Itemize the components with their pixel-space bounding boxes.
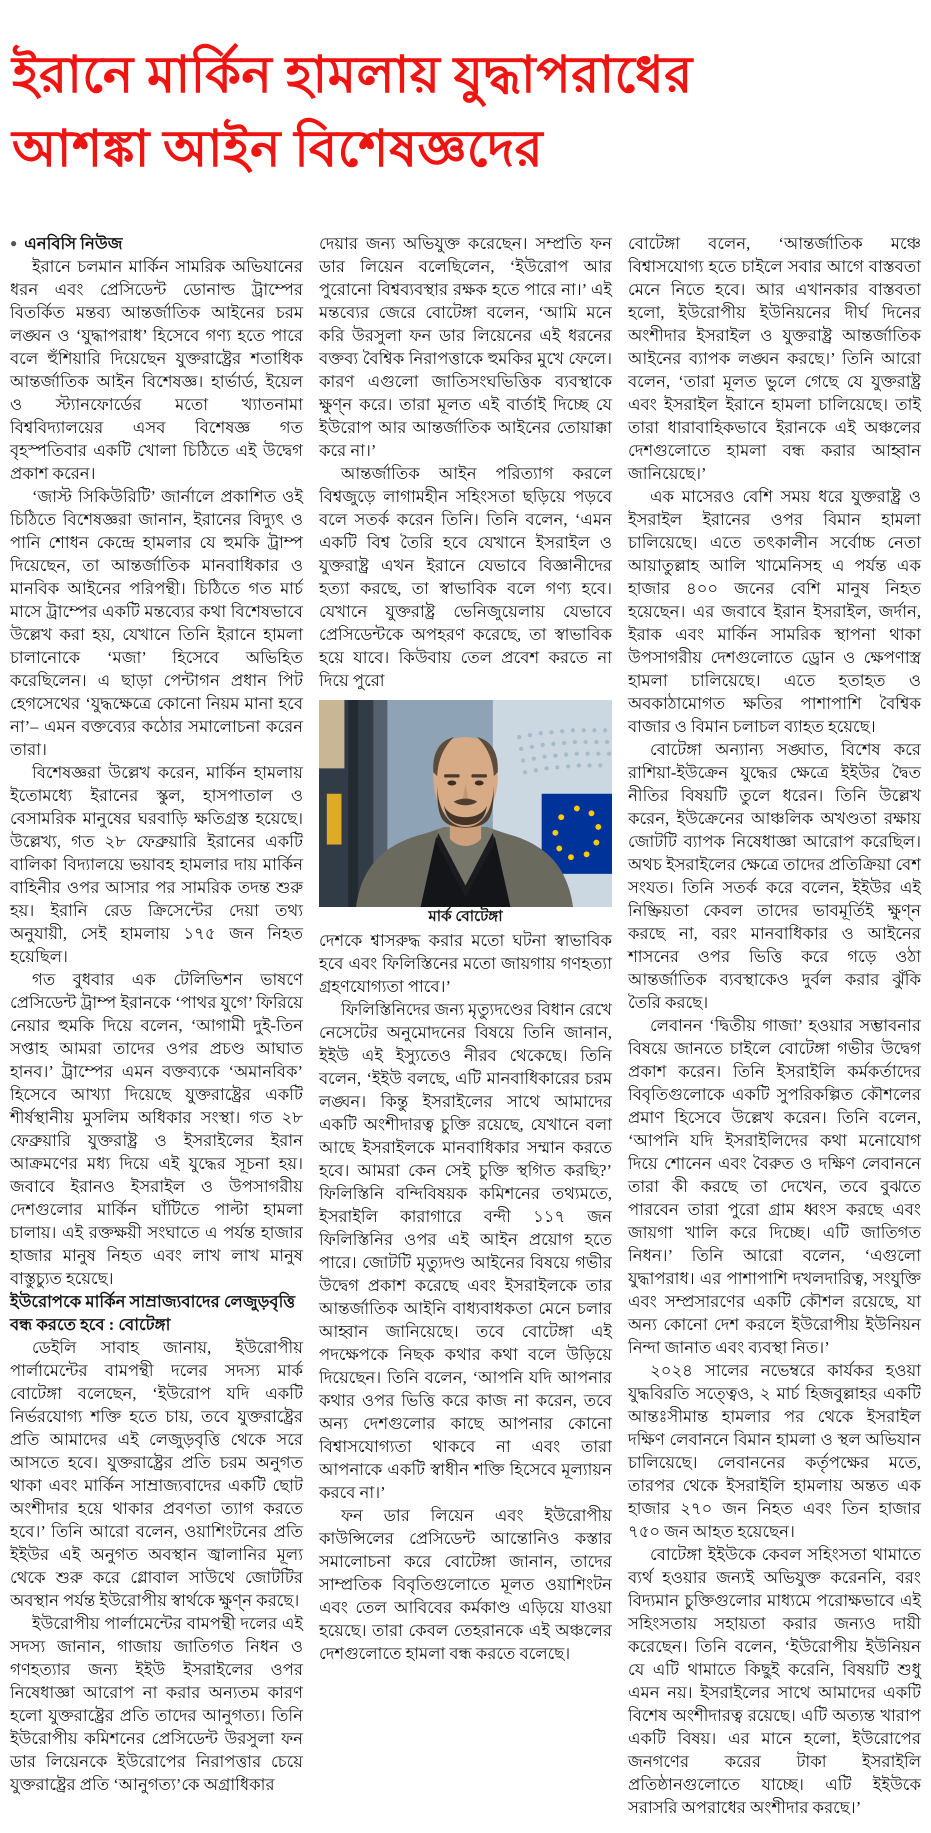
article-paragraph: দেশকে শ্বাসরুদ্ধ করার মতো ঘটনা স্বাভাবিক হবে এবং ফিলিস্তিনের মতো জায়গায় গণহত্যা গ্রহণযোগ্যতা পাবে।’ <box>319 931 612 997</box>
section-subhead: ইউরোপকে মার্কিন সাম্রাজ্যবাদের লেজুড়বৃত্তি বন্ধ করতে হবে : বোটেঙ্গা <box>10 1292 296 1335</box>
headline-line-1: ইরানে মার্কিন হামলায় যুদ্ধাপরাধের <box>12 48 693 105</box>
article-paragraph: ২০২৪ সালের নভেম্বরে কার্যকর হওয়া যুদ্ধবিরতি সত্ত্বেও, ২ মার্চ হিজবুল্লাহর একটি আন্তঃসীমান্ত হামলার পর থেকে ইসরাইল দক্ষিণ লেবাননে বিমান হামলা ও স্থল অভিযান চালিয়েছে। লেবাননের কর্তৃপক্ষের মতে, তারপর থেকে ইসরাইলি হামলায় অন্তত এক হাজার ২৭০ জন নিহত এবং তিন হাজার ৭৫০ জন আহত হয়েছেন। <box>628 1361 921 1542</box>
byline-source: এনবিসি নিউজ <box>24 234 123 254</box>
article-paragraph: ইরানে চলমান মার্কিন সামরিক অভিযানের ধরন এবং প্রেসিডেন্ট ডোনাল্ড ট্রাম্পের বিতর্কিত মন্তব্য আন্তর্জাতিক আইনের চরম লঙ্ঘন ও ‘যুদ্ধাপরাধ’ হিসেবে গণ্য হতে পারে বলে হুঁশিয়ারি দিয়েছেন যুক্তরাষ্ট্রের শতাধিক আন্তর্জাতিক আইন বিশেষজ্ঞ। হার্ভার্ড, ইয়েল ও স্ট্যানফোর্ডের মতো খ্যাতনামা বিশ্ববিদ্যালয়ের এসব বিশেষজ্ঞ গত বৃহস্পতিবার একটি খোলা চিঠিতে এই উদ্বেগ প্রকাশ করেন। <box>10 257 303 484</box>
yellow-object <box>327 794 342 845</box>
column-middle <box>319 232 612 1665</box>
column-left <box>10 232 303 1796</box>
article-paragraph: এক মাসেরও বেশি সময় ধরে যুক্তরাষ্ট্র ও ইসরাইল ইরানের ওপর বিমান হামলা চালিয়েছে। এতে তৎকালীন সর্বোচ্চ নেতা আয়াতুল্লাহ আলি খামেনিসহ এ পর্যন্ত এক হাজার ৪০০ জনের বেশি মানুষ নিহত হয়েছেন। এর জবাবে ইরান ইসরাইল, জর্দান, ইরাক এবং মার্কিন সামরিক স্থাপনা থাকা উপসাগরীয় দেশগুলোতে ড্রোন ও ক্ষেপণাস্ত্র হামলা চালিয়েছে। এতে হতাহত ও অবকাঠামোগত ক্ষতির পাশাপাশি বৈশ্বিক বাজার ও বিমান চলাচল ব্যাহত হয়েছে। <box>628 487 921 737</box>
photo-caption: মার্ক বোটেঙ্গা <box>428 909 503 926</box>
column-right <box>628 232 921 1819</box>
headline-line-2: আশঙ্কা আইন বিশেষজ্ঞদের <box>12 122 544 179</box>
article-paragraph: ফিলিস্তিনিদের জন্য মৃত্যুদণ্ডের বিধান রেখে নেসেটের অনুমোদনের বিষয়ে তিনি জানান, ইইউ এই ইস্যুতেও নীরব থেকেছে। তিনি বলেন, ‘ইইউ বলছে, এটি মানবাধিকারের চরম লঙ্ঘন। কিন্তু ইসরাইলের সাথে আমাদের একটি অংশীদারত্ব চুক্তি রয়েছে, যেখানে বলা আছে ইসরাইলকে মানবাধিকার সম্মান করতে হবে। আমরা কেন সেই চুক্তি স্থগিত করছি?’ ফিলিস্তিনি বন্দিবিষয়ক কমিশনের তথ্যমতে, ইসরাইলি কারাগারে বন্দী ১১৭ জন ফিলিস্তিনির ওপর এই আইন প্রয়োগ হতে পারে। জোটটি মৃত্যুদণ্ড আইনের বিষয়ে গভীর উদ্বেগ প্রকাশ করেছে এবং ইসরাইলকে তার আন্তর্জাতিক আইনি বাধ্যবাধকতা মেনে চলার আহ্বান জানিয়েছে। তবে বোটেঙ্গা এই পদক্ষেপকে নিছক কথার কথা বলে উড়িয়ে দিয়েছেন। তিনি বলেন, ‘আপনি যদি আপনার কথার ওপর ভিত্তি করে কাজ না করেন, তবে অন্য দেশগুলোর কাছে আপনার কোনো বিশ্বাসযোগ্যতা থাকবে না এবং তারা আপনাকে একটি স্বাধীন শক্তি হিসেবে মূল্যায়ন করবে না।’ <box>319 1000 612 1503</box>
article-paragraph: ফন ডার লিয়েন এবং ইউরোপীয় কাউন্সিলের প্রেসিডেন্ট আন্তোনিও কস্তার সমালোচনা করে বোটেঙ্গা জানান, তাদের সাম্প্রতিক বিবৃতিগুলোতে মূলত ওয়াশিংটন এবং তেল আবিবের কর্মকাণ্ড এড়িয়ে যাওয়া হয়েছে। তারা কেবল তেহরানকে এই অঞ্চলের দেশগুলোতে হামলা বন্ধ করতে বলেছে। <box>319 1506 612 1664</box>
article-paragraph: আন্তর্জাতিক আইন পরিত্যাগ করলে বিশ্বজুড়ে লাগামহীন সহিংসতা ছড়িয়ে পড়বে বলে সতর্ক করেন তিনি। তিনি বলেন, ‘এমন একটি বিশ্ব তৈরি হবে যেখানে ইসরাইল ও যুক্তরাষ্ট্র এখন ইরানে যেভাবে বিজ্ঞানীদের হত্যা করছে, তা স্বাভাবিক বলে গণ্য হবে। যেখানে যুক্তরাষ্ট্র ভেনিজুয়েলায় যেভাবে প্রেসিডেন্টকে অপহরণ করেছে, তা স্বাভাবিক হয়ে যাবে। কিউবায় তেল প্রবেশ করতে না দিয়ে পুরো <box>319 464 612 691</box>
portrait-photo <box>319 700 612 907</box>
article-paragraph: ‘জাস্ট সিকিউরিটি’ জার্নালে প্রকাশিত ওই চিঠিতে বিশেষজ্ঞরা জানান, ইরানের বিদ্যুৎ ও পানি শোধন কেন্দ্রে হামলার যে হুমকি ট্রাম্প দিয়েছেন, তা আন্তর্জাতিক মানবাধিকার ও মানবিক আইনের পরিপন্থী। চিঠিতে গত মার্চ মাসে ট্রাম্পের একটি মন্তব্যের কথা বিশেষভাবে উল্লেখ করা হয়, যেখানে তিনি ইরানে হামলা চালানোকে ‘মজা’ হিসেবে অভিহিত করেছিলেন। এ ছাড়া পেন্টাগন প্রধান পিট হেগসেথের ‘যুদ্ধক্ষেত্রে কোনো নিয়ম মানা হবে না’– এমন বক্তব্যের কঠোর সমালোচনা করেন তারা। <box>10 487 303 760</box>
article-paragraph: ডেইলি সাবাহ জানায়, ইউরোপীয় পার্লামেন্টের বামপন্থী দলের সদস্য মার্ক বোটেঙ্গা বলেছেন, ‘ইউরোপ যদি একটি নির্ভরযোগ্য শক্তি হতে চায়, তবে যুক্তরাষ্ট্রের প্রতি আমাদের এই লেজুড়বৃত্তি থেকে সরে আসতে হবে। যুক্তরাষ্ট্রের প্রতি চরম অনুগত থাকা এবং মার্কিন সাম্রাজ্যবাদের একটি ছোট অংশীদার হয়ে থাকার প্রবণতা ত্যাগ করতে হবে।’ তিনি আরো বলেন, ওয়াশিংটনের প্রতি ইইউর এই অনুগত অবস্থান জ্বালানির মূল্য থেকে শুরু করে গ্লোবাল সাউথে জোটটির অবস্থান পর্যন্ত ইউরোপীয় স্বার্থকে ক্ষুণ্ন করছে। <box>10 1338 303 1611</box>
article-paragraph: বোটেঙ্গা বলেন, ‘আন্তর্জাতিক মঞ্চে বিশ্বাসযোগ্য হতে চাইলে সবার আগে বাস্তবতা মেনে নিতে হবে। আর এখানকার বাস্তবতা হলো, ইউরোপীয় ইউনিয়নের দীর্ঘ দিনের অংশীদার ইসরাইল ও যুক্তরাষ্ট্র আন্তর্জাতিক আইনের ব্যাপক লঙ্ঘন করছে।’ তিনি আরো বলেন, ‘তারা মূলত ভুলে গেছে যে যুক্তরাষ্ট্র এবং ইসরাইল ইরানে হামলা চালিয়েছে। তাই তারা ধারাবাহিকভাবে ইরানকে এই অঞ্চলের দেশগুলোতে হামলা বন্ধ করার আহ্বান জানিয়েছে।’ <box>628 234 921 484</box>
article-paragraph: বোটেঙ্গা ইইউকে কেবল সহিংসতা থামাতে ব্যর্থ হওয়ার জন্যই অভিযুক্ত করেননি, বরং বিদ্যমান চুক্তিগুলোর মাধ্যমে পরোক্ষভাবে এই সহিংসতায় সহায়তা করার জন্যও দায়ী করেছেন। তিনি বলেন, ‘ইউরোপীয় ইউনিয়ন যে এটি থামাতে কিছুই করেনি, বিষয়টি শুধু এমন নয়। ইসরাইলের সাথে আমাদের একটি বিশেষ অংশীদারত্ব রয়েছে। এটি অত্যন্ত খারাপ একটি বিষয়। এর মানে হলো, ইউরোপের জনগণের করের টাকা ইসরাইলি প্রতিষ্ঠানগুলোতে যাচ্ছে। এটি ইইউকে সরাসরি অপরাধের অংশীদার করছে।’ <box>628 1545 921 1818</box>
article-paragraph: ইউরোপীয় পার্লামেন্টের বামপন্থী দলের এই সদস্য জানান, গাজায় জাতিগত নিধন ও গণহত্যার জন্য ইইউ ইসরাইলের ওপর নিষেধাজ্ঞা আরোপ না করার অন্যতম কারণ হলো যুক্তরাষ্ট্রের প্রতি তাদের আনুগত্য। তিনি ইউরোপীয় কমিশনের প্রেসিডেন্ট উরসুলা ফন ডার লিয়েনকে ইউরোপের নিরাপত্তার চেয়ে যুক্তরাষ্ট্রের প্রতি ‘আনুগত্য’কে অগ্রাধিকার <box>10 1614 303 1795</box>
article-columns <box>10 232 921 1819</box>
article-headline <box>10 38 921 198</box>
article-paragraph: লেবানন ‘দ্বিতীয় গাজা’ হওয়ার সম্ভাবনার বিষয়ে জানতে চাইলে বোটেঙ্গা গভীর উদ্বেগ প্রকাশ করেন। তিনি ইসরাইলি কর্মকর্তাদের বিবৃতিগুলোকে একটি সুপরিকল্পিত কৌশলের প্রমাণ হিসেবে উল্লেখ করেন। তিনি বলেন, ‘আপনি যদি ইসরাইলিদের কথা মনোযোগ দিয়ে শোনেন এবং বৈরুত ও দক্ষিণ লেবাননে তারা কী করছে তা দেখেন, তবে বুঝতে পারবেন তারা পুরো গ্রাম ধ্বংস করছে এবং জায়গা খালি করে দিচ্ছে। এটি জাতিগত নিধন।’ তিনি আরো বলেন, ‘এগুলো যুদ্ধাপরাধ। এর পাশাপাশি দখলদারিত্ব, সংযুক্তি এবং সম্প্রসারণের একটি কৌশল রয়েছে, যা অন্য কোনো দেশ করলে ইউরোপীয় ইউনিয়ন নিন্দা জানাত এবং ব্যবস্থা নিত।’ <box>628 1016 921 1358</box>
byline-bullet-icon: ● <box>10 236 18 251</box>
article-paragraph: গত বুধবার এক টেলিভিশন ভাষণে প্রেসিডেন্ট ট্রাম্প ইরানকে ‘পাথর যুগে’ ফিরিয়ে নেয়ার হুমকি দিয়ে বলেন, ‘আগামী দুই-তিন সপ্তাহ আমরা তাদের ওপর প্রচণ্ড আঘাত হানব।’ ট্রাম্পের এমন বক্তব্যকে ‘অমানবিক’ হিসেবে আখ্যা দিয়েছে যুক্তরাষ্ট্রের একটি শীর্ষস্থানীয় মুসলিম অধিকার সংস্থা। গত ২৮ ফেব্রুয়ারি যুক্তরাষ্ট্র ও ইসরাইলের ইরান আক্রমণের মধ্য দিয়ে এই যুদ্ধের সূচনা হয়। জবাবে ইরানও ইসরাইল ও উপসাগরীয় দেশগুলোর মার্কিন ঘাঁটিতে পাল্টা হামলা চালায়। এই রক্তক্ষয়ী সংঘাতে এ পর্যন্ত হাজার হাজার মানুষ নিহত এবং লাখ লাখ মানুষ বাস্তুচ্যুত হয়েছে। <box>10 970 303 1289</box>
byline <box>10 232 303 255</box>
article-paragraph: বোটেঙ্গা অন্যান্য সঙ্ঘাত, বিশেষ করে রাশিয়া-ইউক্রেন যুদ্ধের ক্ষেত্রে ইইউর দ্বৈত নীতির বিষয়টি তুলে ধরেন। তিনি উল্লেখ করেন, ইউক্রেনের আঞ্চলিক অখণ্ডতা রক্ষায় জোটটি ব্যাপক নিষেধাজ্ঞা আরোপ করেছিল। অথচ ইসরাইলের ক্ষেত্রে তাদের প্রতিক্রিয়া বেশ সংযত। তিনি সতর্ক করে বলেন, ইইউর এই নিষ্ক্রিয়তা কেবল তাদের ভাবমূর্তিই ক্ষুণ্ন করছে না, বরং মানবাধিকার ও আইনের শাসনের ওপর ভিত্তি করে গড়ে ওঠা আন্তর্জাতিক ব্যবস্থাকেও দুর্বল করার ঝুঁকি তৈরি করছে। <box>628 740 921 1013</box>
photo-mark-botenga <box>319 700 612 927</box>
article-paragraph: বিশেষজ্ঞরা উল্লেখ করেন, মার্কিন হামলায় ইতোমধ্যে ইরানের স্কুল, হাসপাতাল ও বেসামরিক মানুষের ঘরবাড়ি ক্ষতিগ্রস্ত হয়েছে। উল্লেখ্য, গত ২৮ ফেব্রুয়ারি ইরানের একটি বালিকা বিদ্যালয়ে ভয়াবহ হামলার দায় মার্কিন বাহিনীর ওপর আসার পর সামরিক তদন্ত শুরু হয়। ইরানি রেড ক্রিসেন্টের দেয়া তথ্য অনুযায়ী, সেই হামলায় ১৭৫ জন নিহত হয়েছিল। <box>10 763 303 967</box>
article-paragraph: দেয়ার জন্য অভিযুক্ত করেছেন। সম্প্রতি ফন ডার লিয়েন বলেছিলেন, ‘ইউরোপ আর পুরোনো বিশ্বব্যবস্থার রক্ষক হতে পারে না।’ এই মন্তব্যের জেরে বোটেঙ্গা বলেন, ‘আমি মনে করি উরসুলা ফন ডার লিয়েনের এই ধরনের বক্তব্য বৈশ্বিক নিরাপত্তাকে হুমকির মুখে ফেলে। কারণ এগুলো জাতিসংঘভিত্তিক ব্যবস্থাকে ক্ষুণ্ন করে। তারা মূলত এই বার্তাই দিচ্ছে যে ইউরোপ আর আন্তর্জাতিক আইনের তোয়াক্কা করে না।’ <box>319 234 612 461</box>
